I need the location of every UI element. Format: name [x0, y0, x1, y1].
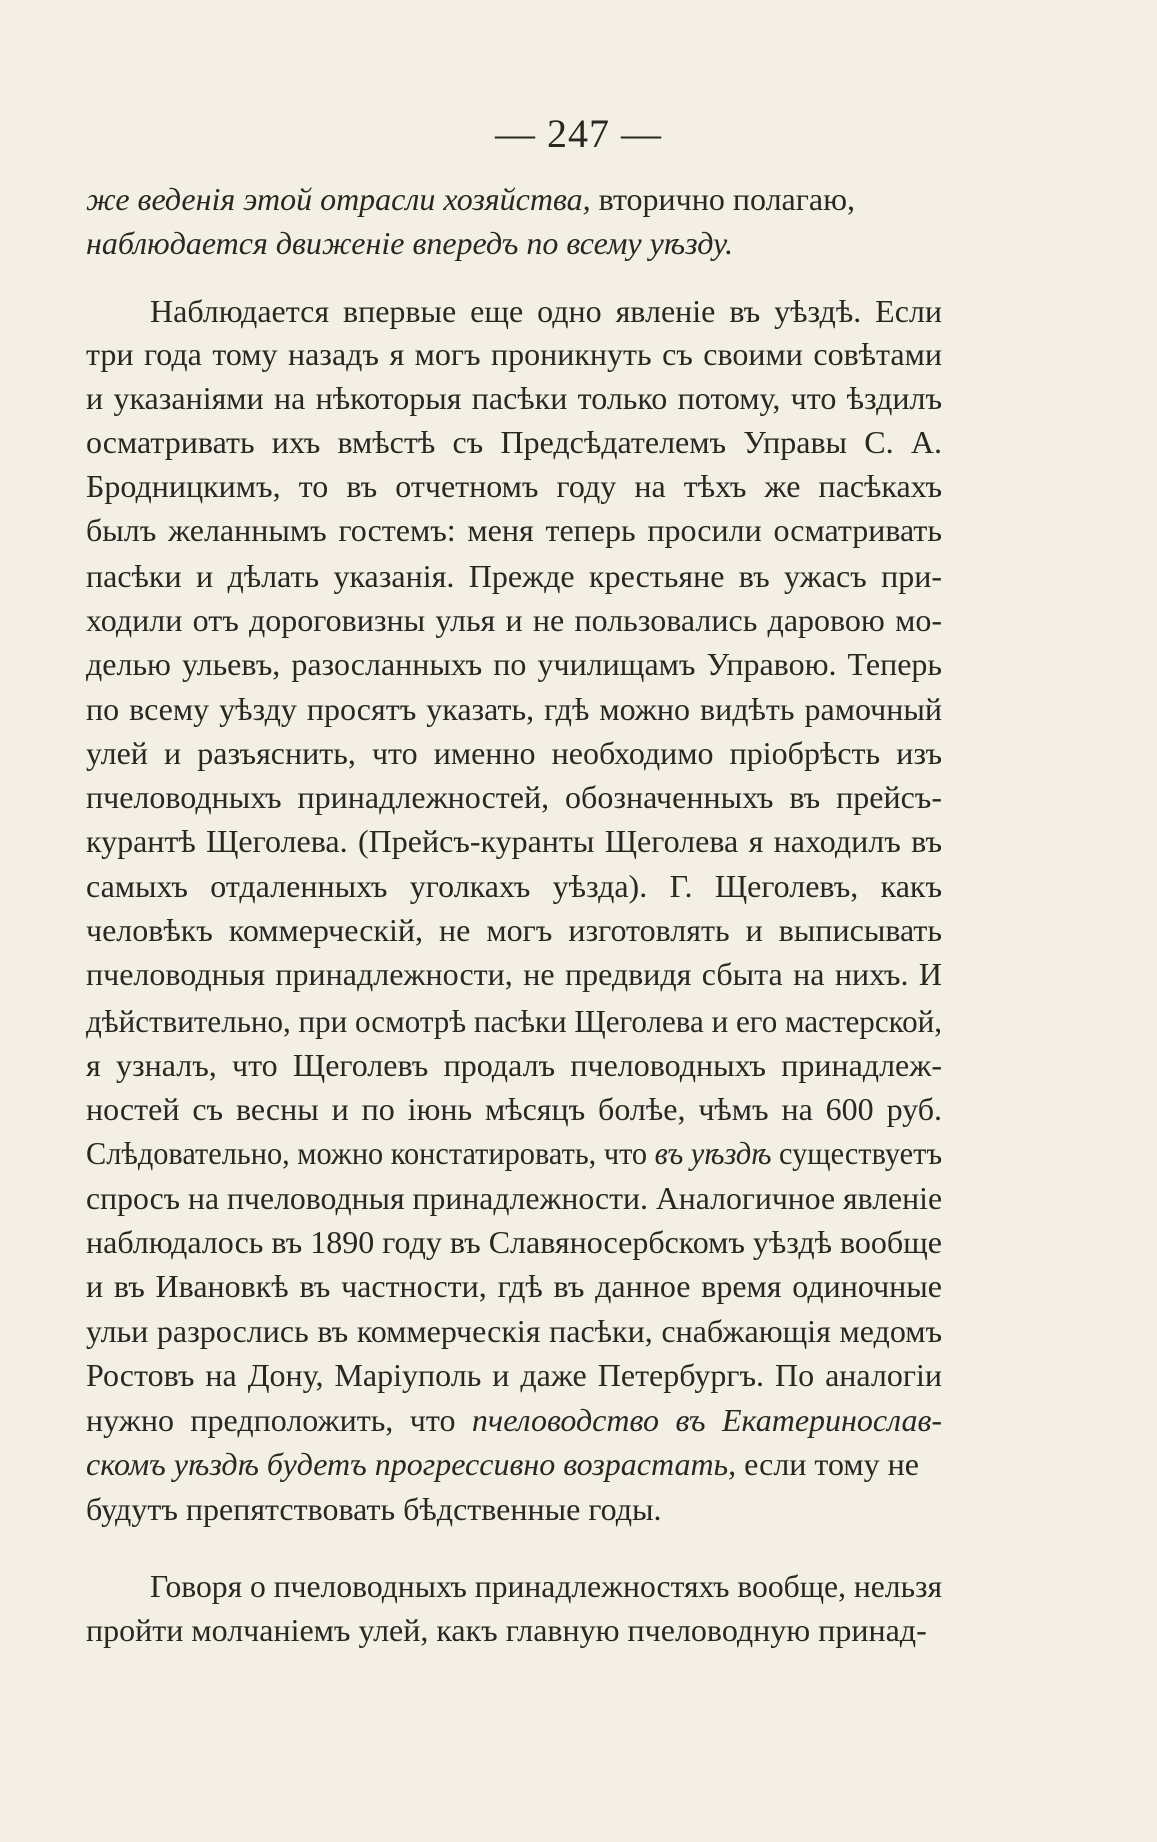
- text-line: [86, 1088, 942, 1130]
- text-segment: если тому не: [736, 1446, 919, 1482]
- text-line: [86, 1132, 942, 1174]
- text-line: [86, 1443, 942, 1485]
- text-line: [86, 1354, 942, 1396]
- text-line: [86, 1488, 942, 1530]
- text-segment: дѣйствительно, при осмотрѣ пасѣки Щеголева и его мастерской,: [86, 1003, 942, 1039]
- text-segment: пройти молчаніемъ улей, какъ главную пчеловодную принад-: [86, 1612, 927, 1648]
- text-segment: наблюдалось въ 1890 году въ Славяносербскомъ уѣздѣ вообще: [86, 1224, 942, 1260]
- text-line: [86, 1221, 942, 1263]
- text-segment: улей и разъяснить, что именно необходимо пріобрѣсть изъ: [86, 735, 942, 771]
- text-line: [86, 1265, 942, 1307]
- text-segment: человѣкъ коммерческій, не могъ изготовлять и выписывать: [86, 912, 942, 948]
- text-segment: ульи разрослись въ коммерческія пасѣки, снабжающія медомъ: [86, 1313, 942, 1349]
- italic-text: же веденія этой отрасли хозяйства,: [86, 181, 591, 217]
- text-segment: по всему уѣзду просятъ указать, гдѣ можно видѣть рамочный: [86, 691, 942, 727]
- text-segment: будутъ препятствовать бѣдственные годы.: [86, 1491, 662, 1527]
- text-segment: вторично полагаю,: [590, 181, 855, 217]
- text-segment: пчеловодныхъ принадлежностей, обозначенныхъ въ прейсъ-: [86, 779, 942, 815]
- text-line: [86, 820, 942, 862]
- text-line: [150, 290, 942, 332]
- text-line: [86, 732, 942, 774]
- page-number: — 247 —: [495, 111, 662, 156]
- text-segment: пчеловодныя принадлежности, не предвидя сбыта на нихъ. И: [86, 956, 942, 992]
- text-line: [86, 333, 942, 375]
- text-segment: Наблюдается впервые еще одно явленіе въ уѣздѣ. Если: [150, 293, 942, 329]
- italic-text: наблюдается движеніе впередъ по всему уѣзду.: [86, 225, 734, 261]
- text-line: [86, 465, 942, 507]
- text-segment: Ростовъ на Дону, Маріуполь и даже Петербургъ. По аналогіи: [86, 1357, 942, 1393]
- text-segment: Бродницкимъ, то въ отчетномъ году на тѣхъ же пасѣкахъ: [86, 468, 942, 504]
- text-segment: существуетъ: [771, 1135, 943, 1171]
- italic-text: въ уѣздѣ: [654, 1135, 772, 1171]
- text-line: [86, 1399, 942, 1441]
- text-line: [86, 1609, 942, 1651]
- italic-text: скомъ уѣздѣ будетъ прогрессивно возрастать,: [86, 1446, 737, 1482]
- text-line: [86, 688, 942, 730]
- text-line: [86, 909, 942, 951]
- text-line: [86, 555, 942, 597]
- text-segment: спросъ на пчеловодныя принадлежности. Аналогичное явленіе: [86, 1180, 943, 1216]
- text-line: [86, 421, 942, 463]
- text-segment: самыхъ отдаленныхъ уголкахъ уѣзда). Г. Щеголевъ, какъ: [86, 868, 942, 904]
- text-segment: три года тому назадъ я могъ проникнуть съ своими совѣтами: [86, 336, 942, 372]
- text-segment: ходили отъ дороговизны улья и не пользовались даровою мо-: [86, 602, 942, 638]
- text-line: [86, 1000, 942, 1042]
- text-line: [86, 178, 942, 220]
- text-segment: осматривать ихъ вмѣстѣ съ Предсѣдателемъ Управы С. А.: [86, 424, 942, 460]
- text-line: [86, 1177, 942, 1219]
- text-line: [86, 865, 942, 907]
- text-segment: былъ желаннымъ гостемъ: меня теперь просили осматривать: [86, 512, 942, 548]
- text-line: [150, 1565, 942, 1607]
- text-line: [86, 509, 942, 551]
- text-segment: пасѣки и дѣлать указанія. Прежде крестьяне въ ужасъ при-: [86, 558, 942, 594]
- text-line: [86, 377, 942, 419]
- text-segment: и въ Ивановкѣ въ частности, гдѣ въ данное время одиночные: [86, 1268, 942, 1304]
- text-line: [86, 222, 942, 264]
- text-segment: и указаніями на нѣкоторыя пасѣки только потому, что ѣздилъ: [86, 380, 942, 416]
- text-segment: Слѣдовательно, можно констатировать, что: [86, 1135, 655, 1171]
- text-line: [86, 1310, 942, 1352]
- text-segment: курантѣ Щеголева. (Прейсъ-куранты Щеголева я находилъ въ: [86, 823, 942, 859]
- italic-text: пчеловодство въ Екатеринослав-: [471, 1402, 942, 1438]
- text-segment: Говоря о пчеловодныхъ принадлежностяхъ вообще, нельзя: [150, 1568, 943, 1604]
- text-line: [86, 599, 942, 641]
- text-segment: я узналъ, что Щеголевъ продалъ пчеловодныхъ принадлеж-: [86, 1047, 942, 1083]
- text-line: [86, 1044, 942, 1086]
- text-line: [86, 643, 942, 685]
- text-segment: нужно предположить, что: [86, 1402, 472, 1438]
- text-segment: ностей съ весны и по іюнь мѣсяцъ болѣе, чѣмъ на 600 руб.: [86, 1091, 942, 1127]
- text-line: [86, 953, 942, 995]
- text-segment: делью ульевъ, разосланныхъ по училищамъ Управою. Теперь: [86, 646, 942, 682]
- text-line: [86, 776, 942, 818]
